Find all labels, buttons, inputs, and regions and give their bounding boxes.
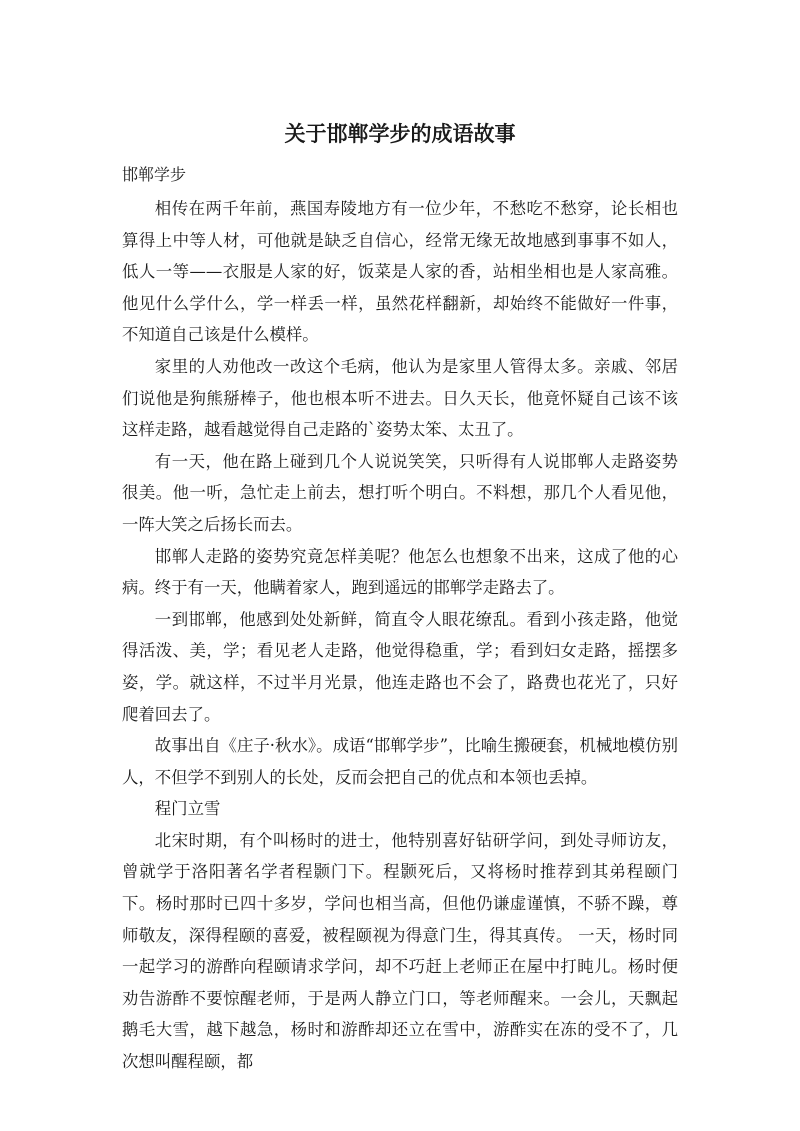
document-body — [122, 193, 678, 1078]
paragraph: 有一天，他在路上碰到几个人说说笑笑，只听得有人说邯郸人走路姿势很美。他一听，急忙走上前去，想打听个明白。不料想，那几个人看见他，一阵大笑之后扬长而去。 — [122, 451, 678, 534]
document-title: 关于邯郸学步的成语故事 — [284, 122, 516, 146]
paragraph: 故事出自《庄子·秋水》。成语“邯郸学步”，比喻生搬硬套，机械地模仿别人，不但学不到别人的长处，反而会把自己的优点和本领也丢掉。 — [122, 736, 678, 787]
paragraph: 一到邯郸，他感到处处新鲜，简直令人眼花缭乱。看到小孩走路，他觉得活泼、美，学；看见老人走路，他觉得稳重，学；看到妇女走路，摇摆多姿，学。就这样，不过半月光景，他连走路也不会了，路费也花光了，只好爬着回去了。 — [122, 609, 678, 724]
paragraph: 相传在两千年前，燕国寿陵地方有一位少年，不愁吃不愁穿，论长相也算得上中等人材，可他就是缺乏自信心，经常无缘无故地感到事事不如人，低人一等——衣服是人家的好，饭菜是人家的香，站相坐相也是人家高雅。他见什么学什么，学一样丢一样，虽然花样翻新，却始终不能做好一件事，不知道自己该是什么模样。 — [122, 199, 678, 345]
paragraph: 北宋时期，有个叫杨时的进士，他特别喜好钻研学问，到处寻师访友，曾就学于洛阳著名学者程颢门下。程颢死后，又将杨时推荐到其弟程颐门下。杨时那时已四十多岁，学问也相当高，但他仍谦虚谨慎，不骄不躁，尊师敬友，深得程颐的喜爱，被程颐视为得意门生，得其真传。 一天，杨时同一起学习的游酢向程颐请求学问，却不巧赶上老师正在屋中打盹儿。杨时便劝告游酢不要惊醒老师，于是两人静立门口，等老师醒来。一会儿，天飘起鹅毛大雪，越下越急，杨时和游酢却还立在雪中，游酢实在冻的受不了，几次想叫醒程颐，都 — [122, 830, 678, 1072]
subheading: 程门立雪 — [154, 799, 221, 819]
section-heading: 邯郸学步 — [122, 165, 187, 184]
paragraph: 家里的人劝他改一改这个毛病，他认为是家里人管得太多。亲戚、邻居们说他是狗熊掰棒子，他也根本听不进去。日久天长，他竟怀疑自己该不该这样走路，越看越觉得自己走路的`姿势太笨、太丑了。 — [122, 356, 678, 440]
paragraph: 邯郸人走路的姿势究竟怎样美呢？他怎么也想象不出来，这成了他的心病。终于有一天，他瞒着家人，跑到遥远的邯郸学走路去了。 — [122, 546, 678, 598]
